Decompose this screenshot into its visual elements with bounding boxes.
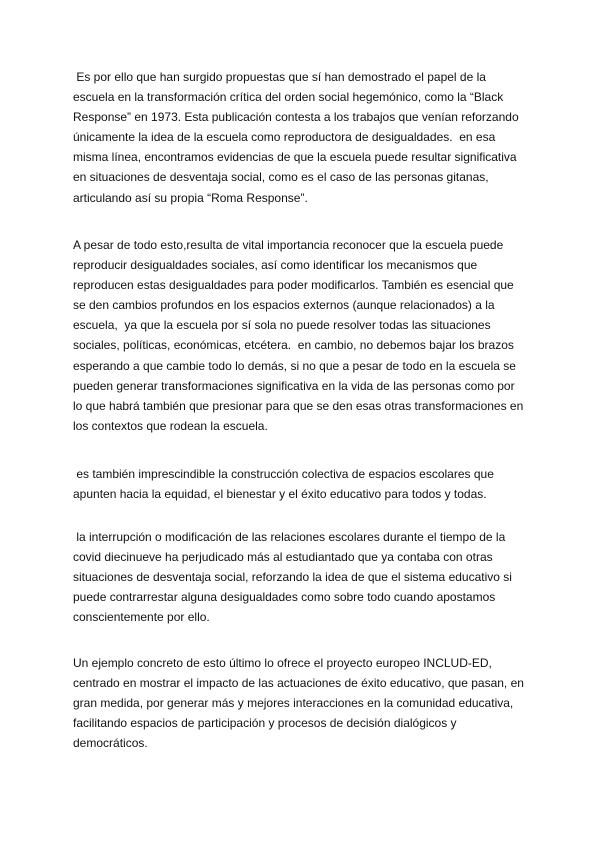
text-line: escuela en la transformación crítica del orden social hegemónico, como la “Black [73, 90, 504, 105]
text-line: covid diecinueve ha perjudicado más al estudiantado que ya contaba con otras [73, 550, 493, 565]
text-line: puede contrarrestar alguna desigualdades como sobre todo cuando apostamos [73, 590, 496, 605]
text-line: reproducir desigualdades sociales, así como identificar los mecanismos que [73, 258, 478, 273]
text-line: únicamente la idea de la escuela como reproductora de desigualdades. en esa [73, 130, 496, 145]
text-line: escuela, ya que la escuela por sí sola no puede resolver todas las situaciones [73, 318, 491, 333]
text-line: reproducen estas desigualdades para poder modificarlos. También es esencial que [73, 278, 514, 293]
paragraph-reproduction-of-inequalities [73, 235, 533, 436]
text-line: situaciones de desventaja social, reforzando la idea de que el sistema educativo si [73, 570, 512, 585]
text-line: gran medida, por generar más y mejores interacciones en la comunidad educativa, [73, 696, 514, 711]
paragraph-includ-ed-example [73, 653, 533, 753]
paragraph-black-response [73, 67, 533, 208]
text-line: A pesar de todo esto,resulta de vital importancia reconocer que la escuela puede [73, 238, 504, 252]
text-line: misma línea, encontramos evidencias de que la escuela puede resultar significativa [73, 150, 517, 165]
text-line: democráticos. [73, 736, 148, 751]
text-line: facilitando espacios de participación y procesos de decisión dialógicos y [73, 716, 457, 731]
text-line: apunten hacia la equidad, el bienestar y el éxito educativo para todos y todas. [73, 487, 487, 502]
text-line: centrado en mostrar el impacto de las actuaciones de éxito educativo, que pasan, en [73, 676, 524, 691]
text-line: Es por ello que han surgido propuestas que sí han demostrado el papel de la [73, 70, 486, 84]
text-line: articulando así su propia “Roma Response”. [73, 190, 308, 205]
text-line: pueden generar transformaciones significativa en la vida de las personas como por [73, 378, 515, 393]
paragraph-collective-construction [73, 464, 533, 504]
text-line: los contextos que rodean la escuela. [73, 418, 268, 433]
paragraph-covid-impact [73, 527, 533, 627]
text-line: lo que habrá también que presionar para que se den esas otras transformaciones en [73, 398, 524, 413]
text-line: en situaciones de desventaja social, como es el caso de las personas gitanas, [73, 170, 489, 185]
text-line: esperando a que cambie todo lo demás, si no que a pesar de todo en la escuela se [73, 358, 516, 373]
text-line: la interrupción o modificación de las relaciones escolares durante el tiempo de la [73, 530, 506, 544]
text-line: es también imprescindible la construcción colectiva de espacios escolares que [73, 467, 494, 481]
text-line: Un ejemplo concreto de esto último lo ofrece el proyecto europeo INCLUD-ED, [73, 656, 492, 670]
text-line: sociales, políticas, económicas, etcétera. en cambio, no debemos bajar los brazos [73, 338, 514, 353]
text-line: Response” en 1973. Esta publicación contesta a los trabajos que venían reforzando [73, 110, 519, 125]
text-line: conscientemente por ello. [73, 610, 210, 625]
text-line: se den cambios profundos en los espacios externos (aunque relacionados) a la [73, 298, 495, 313]
